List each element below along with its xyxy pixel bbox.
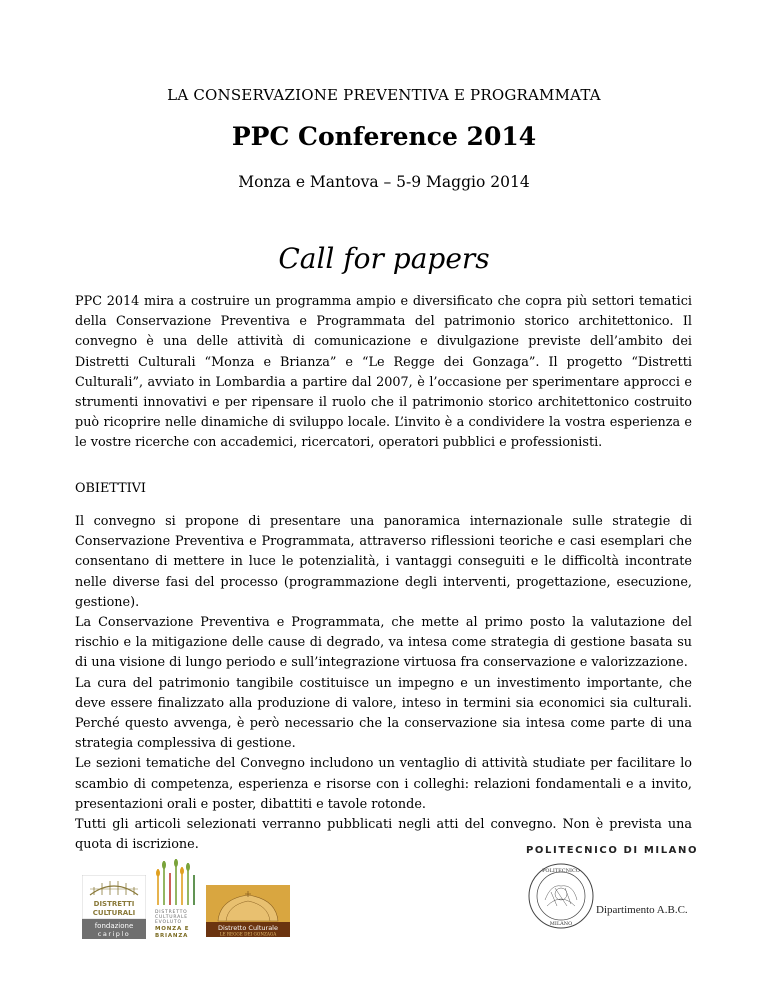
regge-gonzaga-logo	[206, 885, 290, 937]
culturale-text: CULTURALE	[155, 915, 188, 920]
objectives-paragraph: Il convegno si propone di presentare una panoramica internazionale sulle strategie di Conservazione Preventiva e Programmata, attraverso riflessioni teoriche e casi esemplari che consentano di mettere in luce le potenzialità, i vantaggi conseguiti e le difficoltà incontrate nelle diverse fasi del processo (programmazione degli interventi, progettazione, esecuzione, gestione).	[75, 514, 692, 610]
distretto-text: DISTRETTO	[155, 910, 188, 915]
objectives-body	[75, 512, 692, 855]
gonzaga-title-text: Distretto Culturale	[217, 924, 279, 932]
evoluto-text: EVOLUTO	[155, 920, 182, 925]
intro-paragraph	[75, 292, 692, 454]
objectives-paragraph: La cura del patrimonio tangibile costituisce un impegno e un investimento importante, che deve essere finalizzato alla produzione di valore, inteso in termini sia economici sia culturali. Perché questo avvenga, è però necessario che la conservazione sia intesa come parte di una strategia complessiva di gestione.	[75, 675, 692, 752]
conference-kicker: LA CONSERVAZIONE PREVENTIVA E PROGRAMMATA	[167, 86, 601, 104]
seal-top-text: POLITECNICO	[542, 868, 580, 874]
department-label: Dipartimento A.B.C.	[596, 904, 688, 916]
polimi-seal-icon	[527, 862, 595, 930]
culturali-text: CULTURALI	[92, 909, 136, 917]
gonzaga-subtitle-text: LE REGGE DEI GONZAGA	[219, 931, 277, 937]
fondazione-text: fondazione	[94, 922, 134, 930]
objectives-paragraph: Tutti gli articoli selezionati verranno pubblicati negli atti del convegno. Non è prevista una quota di iscrizione.	[75, 817, 692, 853]
distretti-culturali-logo	[82, 875, 146, 939]
seal-bottom-text: MILANO	[549, 921, 573, 927]
monza-text: MONZA E	[155, 926, 190, 932]
objectives-heading: OBIETTIVI	[75, 481, 146, 496]
objectives-paragraph: Le sezioni tematiche del Convegno includono un ventaglio di attività studiate per facilitare lo scambio di competenza, esperienza e risorse con i colleghi: relazioni fondamentali e a invito, presentazioni orali e poster, dibattiti e tavole rotonde.	[75, 756, 692, 812]
distretti-text: DISTRETTI	[93, 900, 135, 908]
objectives-paragraph: La Conservazione Preventiva e Programmata, che mette al primo posto la valutazione del rischio e la mitigazione delle cause di degrado, va intesa come strategia di gestione basata su di una visione di lungo periodo e sull’integrazione virtuosa fra conservazione e valorizzazione.	[75, 615, 692, 671]
intro-text: PPC 2014 mira a costruire un programma ampio e diversificato che copra più settori tematici della Conservazione Preventiva e Programmata del patrimonio storico architettonico. Il convegno è una delle attività di comunicazione e divulgazione previste dell’ambito dei Distretti Culturali “Monza e Brianza” e “Le Regge dei Gonzaga”. Il progetto “Distretti Culturali”, avviato in Lombardia a partire dal 2007, è l’occasione per sperimentare approcci e strumenti innovativi e per ripensare il ruolo che il patrimonio storico architettonico costruito può ricoprire nelle dinamiche di sviluppo locale. L’invito è a condividere la vostra esperienza e le vostre ricerche con accademici, ricercatori, operatori pubblici e professionisti.	[75, 294, 692, 451]
cariplo-text: cariplo	[97, 930, 131, 938]
conference-location-date: Monza e Mantova – 5-9 Maggio 2014	[238, 173, 530, 191]
conference-title: PPC Conference 2014	[231, 122, 537, 151]
call-for-papers-heading: Call for papers	[278, 242, 490, 275]
brianza-text: BRIANZA	[155, 933, 189, 939]
monza-brianza-logo	[152, 855, 200, 940]
polimi-name: POLITECNICO DI MILANO	[526, 845, 699, 856]
